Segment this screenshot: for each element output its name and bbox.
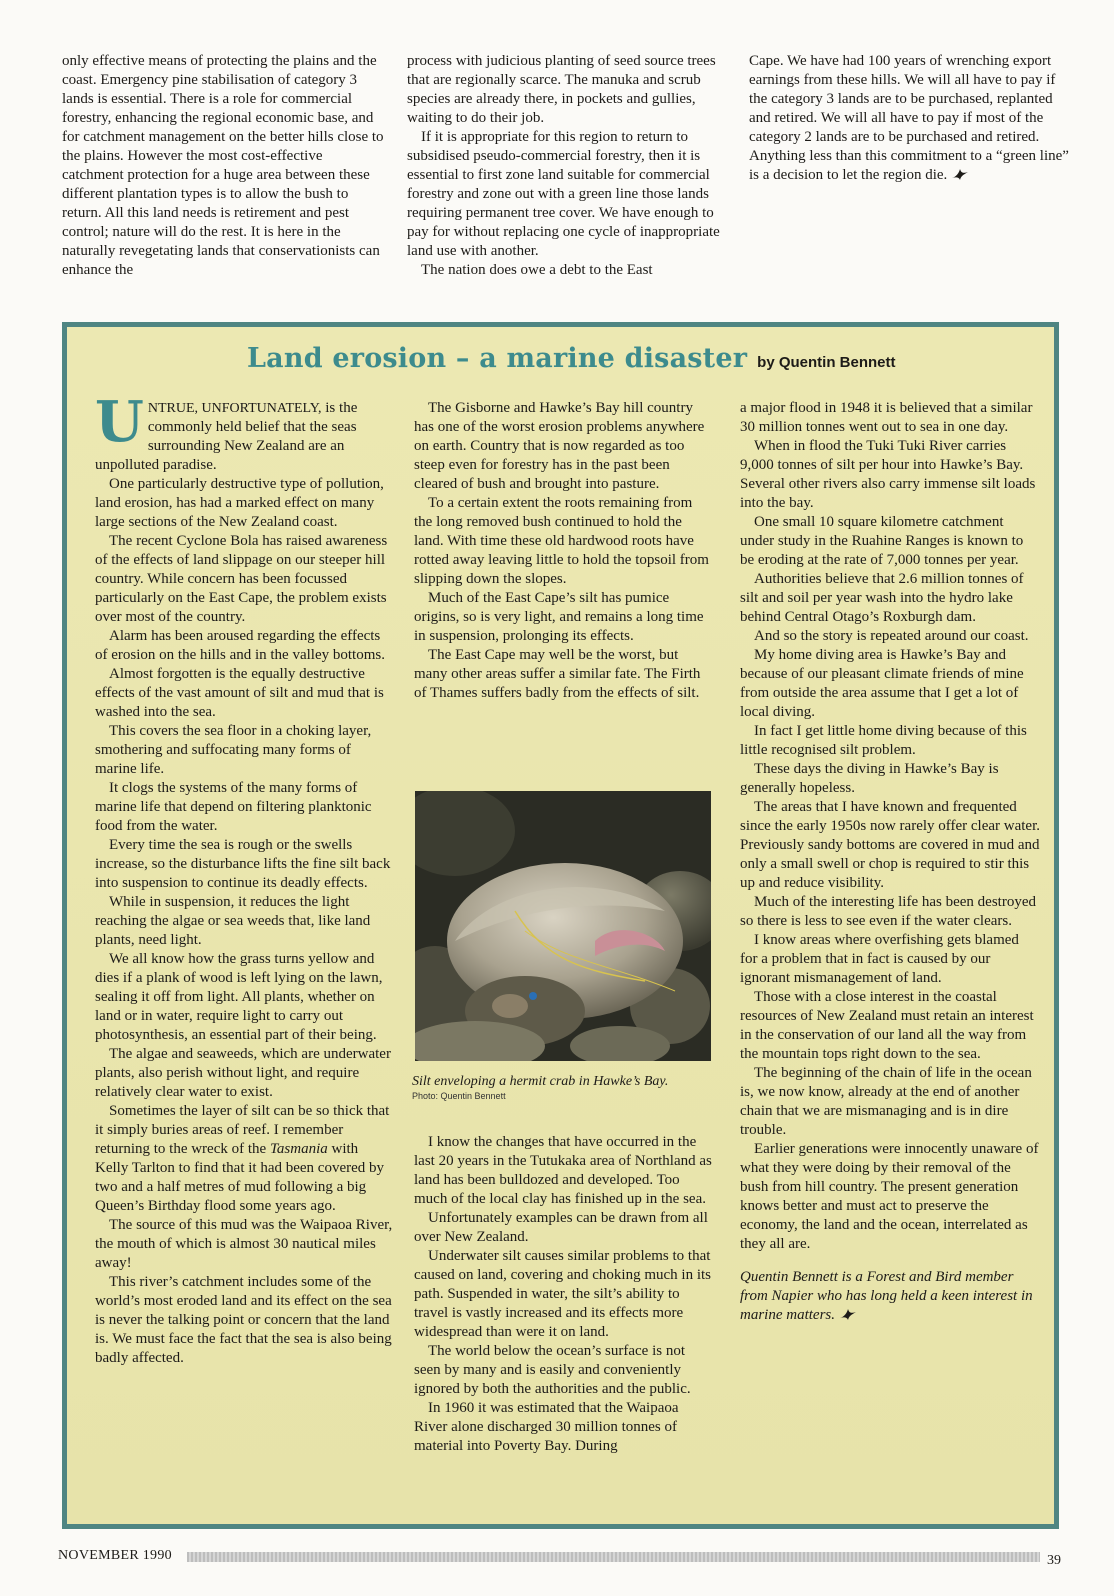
article-title: Land erosion – a marine disaster — [247, 343, 748, 374]
paragraph: The beginning of the chain of life in the ocean is, we now know, already at the end of another chain that we are mismanaging and is in dire trouble. — [740, 1065, 1032, 1138]
bird-end-mark-icon — [839, 1306, 857, 1321]
paragraph: Much of the interesting life has been destroyed so there is less to see even if the water clears. — [740, 894, 1036, 929]
paragraph: One small 10 square kilometre catchment under study in the Ruahine Ranges is known to be eroding at the rate of 7,000 tonnes per year. — [740, 514, 1024, 568]
paragraph: This river’s catchment includes some of the world’s most eroded land and its effect on the sea is never the talking point or concern that the land is. We must face the fact that the sea is also being badly affected. — [95, 1274, 392, 1366]
paragraph: I know the changes that have occurred in the last 20 years in the Tutukaka area of Northland as land has been bulldozed and developed. Too much of the local clay has finished up in the sea. — [414, 1134, 712, 1207]
paragraph: Almost forgotten is the equally destructive effects of the vast amount of silt and mud that is washed into the sea. — [95, 666, 384, 720]
article-headline — [247, 343, 1007, 374]
photo-caption: Silt enveloping a hermit crab in Hawke’s Bay. — [412, 1074, 669, 1089]
paragraph: Those with a close interest in the coastal resources of New Zealand must retain an interest in the conservation of our land all the way from the mountain tops right down to the sea. — [740, 989, 1034, 1062]
paragraph: Earlier generations were innocently unaware of what they were doing by their removal of the bush from hill country. The present generation knows better and must act to preserve the economy, the land and the ocean, interrelated as they all are. — [740, 1141, 1039, 1252]
paragraph: The areas that I have known and frequented since the early 1950s now rarely offer clear water. Previously sandy bottoms are covered in mud and only a small swell or chop is required to stir this up and reduce visibility. — [740, 799, 1041, 891]
paragraph: While in suspension, it reduces the light reaching the algae or sea weeds that, like land plants, need light. — [95, 894, 371, 948]
top-column-2 — [407, 52, 729, 280]
ship-name: Tasmania — [269, 1141, 328, 1157]
article-column-1 — [95, 389, 395, 1368]
paragraph: The algae and seaweeds, which are underwater plants, also perish without light, and require relatively clear water to exist. — [95, 1046, 391, 1100]
paragraph: The Gisborne and Hawke’s Bay hill country has one of the worst erosion problems anywhere on earth. Country that is now regarded as too steep even for forestry has in the past been cleared of bush and brought into pasture. — [414, 400, 705, 492]
paragraph: In fact I get little home diving because of this little recognised silt problem. — [740, 723, 1027, 758]
article-box — [62, 322, 1059, 1529]
paragraph-text: with Kelly Tarlton to find that it had been covered by two and a half metres of mud following a big Queen’s Birthday flood some years ago. — [95, 1141, 385, 1214]
paragraph: Every time the sea is rough or the swells increase, so the disturbance lifts the fine silt back into suspension to continue its deadly effects. — [95, 837, 391, 891]
paragraph: We all know how the grass turns yellow and dies if a plank of wood is left lying on the lawn, sealing it off from light. All plants, whether on land or in water, require light to carry out photosynthesis, an essential part of their being. — [95, 951, 383, 1043]
paragraph: The nation does owe a debt to the East — [421, 262, 653, 278]
paragraph: The source of this mud was the Waipaoa River, the mouth of which is almost 30 nautical miles away! — [95, 1217, 393, 1271]
paragraph: This covers the sea floor in a choking layer, smothering and suffocating many forms of marine life. — [95, 723, 372, 777]
top-column-3 — [749, 52, 1074, 185]
article-byline: by Quentin Bennett — [757, 354, 896, 371]
lead-caps: NTRUE, UNFORTUNATELY, — [147, 401, 322, 416]
paragraph: When in flood the Tuki Tuki River carries 9,000 tonnes of silt per hour into Hawke’s Bay. Several other rivers also carry immense silt loads into the bay. — [740, 438, 1036, 511]
paragraph-text: Sometimes the layer of silt can be so thick that it simply buries areas of reef. I remember returning to the wreck of the — [95, 1103, 390, 1157]
issue-date: NOVEMBER 1990 — [58, 1548, 172, 1563]
lead-text: is the commonly held belief that the seas surrounding New Zealand are an unpolluted paradise. — [95, 400, 358, 473]
paragraph: The recent Cyclone Bola has raised awareness of the effects of land slippage on our steeper hill country. While concern has been focussed particularly on the East Cape, the problem exists over most of the country. — [95, 533, 388, 625]
article-column-3 — [740, 399, 1040, 1325]
photo-illustration — [415, 791, 711, 1061]
paragraph: Authorities believe that 2.6 million tonnes of silt and soil per year wash into the hydro lake behind Central Otago’s Roxburgh dam. — [740, 571, 1024, 625]
photo-caption-block — [412, 1073, 716, 1103]
drop-cap: U — [95, 389, 144, 455]
paragraph: The East Cape may well be the worst, but many other areas suffer a similar fate. The Firth of Thames suffers badly from the effects of silt. — [414, 647, 701, 701]
paragraph: It clogs the systems of the many forms of marine life that depend on filtering planktonic food from the water. — [95, 780, 372, 834]
article-column-2 — [414, 399, 714, 703]
author-bio-text: Quentin Bennett is a Forest and Bird member from Napier who has long held a keen interest in marine matters. — [740, 1269, 1033, 1323]
paragraph: The world below the ocean’s surface is not seen by many and is easily and conveniently ignored by both the authorities and the public. — [414, 1343, 691, 1397]
lead-paragraph — [95, 389, 395, 475]
paragraph: These days the diving in Hawke’s Bay is generally hopeless. — [740, 761, 999, 796]
paragraph: I know areas where overfishing gets blamed for a problem that in fact is caused by our ignorant mismanagement of land. — [740, 932, 1019, 986]
paragraph: One particularly destructive type of pollution, land erosion, has had a marked effect on many large sections of the New Zealand coast. — [95, 476, 384, 530]
footer-rule — [187, 1552, 1040, 1562]
paragraph: Unfortunately examples can be drawn from all over New Zealand. — [414, 1210, 708, 1245]
paragraph — [95, 1102, 395, 1216]
paragraph: In 1960 it was estimated that the Waipaoa River alone discharged 30 million tonnes of material into Poverty Bay. During — [414, 1400, 679, 1454]
paragraph: only effective means of protecting the plains and the coast. Emergency pine stabilisation of category 3 lands is essential. There is a role for commercial forestry, enhancing the regional economic base, and for catchment management on the better hills close to the plains. However the most cost-effective catchment protection for a huge area between these different plantation types is to allow the bush to return. All this land needs is retirement and pest control; nature will do the rest. It is here in the naturally revegetating lands that conservationists can enhance the — [62, 53, 384, 278]
top-column-1 — [62, 52, 384, 280]
author-bio — [740, 1268, 1040, 1325]
paragraph: Underwater silt causes similar problems to that caused on land, covering and choking much in its path. Suspended in water, the silt’s ability to travel is vastly increased and its effects more widespread than were it on land. — [414, 1248, 712, 1340]
paragraph: a major flood in 1948 it is believed that a similar 30 million tonnes went out to sea in one day. — [740, 400, 1033, 435]
paragraph: To a certain extent the roots remaining from the long removed bush continued to hold the land. With time these old hardwood roots have rotted away leaving little to hold the topsoil from slipping down the slopes. — [414, 495, 709, 587]
paragraph-text: Cape. We have had 100 years of wrenching export earnings from these hills. We will all have to pay if the category 3 lands are to be purchased, replanted and retired. We will all have to pay if most of the category 2 lands are to be purchased and retired. Anything less than this commitment to a “green line” is a decision to let the region die. — [749, 53, 1069, 183]
hermit-crab-photo — [415, 791, 711, 1061]
paragraph: My home diving area is Hawke’s Bay and because of our pleasant climate friends of mine from outside the area assume that I get a lot of local diving. — [740, 647, 1024, 720]
paragraph: If it is appropriate for this region to return to subsidised pseudo-commercial forestry, then it is essential to first zone land suitable for commercial forestry and zone out with a green line those lands requiring permanent tree cover. We have enough to pay for without replacing one cycle of inappropriate land use with another. — [407, 129, 720, 259]
page-number: 39 — [1047, 1553, 1061, 1568]
article-column-2-lower — [414, 1133, 714, 1456]
paragraph: And so the story is repeated around our coast. — [754, 628, 1029, 644]
paragraph — [749, 52, 1074, 185]
paragraph: Much of the East Cape’s silt has pumice origins, so is very light, and remains a long time in suspension, prolonging its effects. — [414, 590, 704, 644]
paragraph: Alarm has been aroused regarding the effects of erosion on the hills and in the valley bottoms. — [95, 628, 385, 663]
paragraph: process with judicious planting of seed source trees that are regionally scarce. The manuka and scrub species are already there, in pockets and gullies, waiting to do their job. — [407, 53, 716, 126]
photo-credit: Photo: Quentin Bennett — [412, 1091, 506, 1101]
bird-end-mark-icon — [951, 166, 969, 181]
